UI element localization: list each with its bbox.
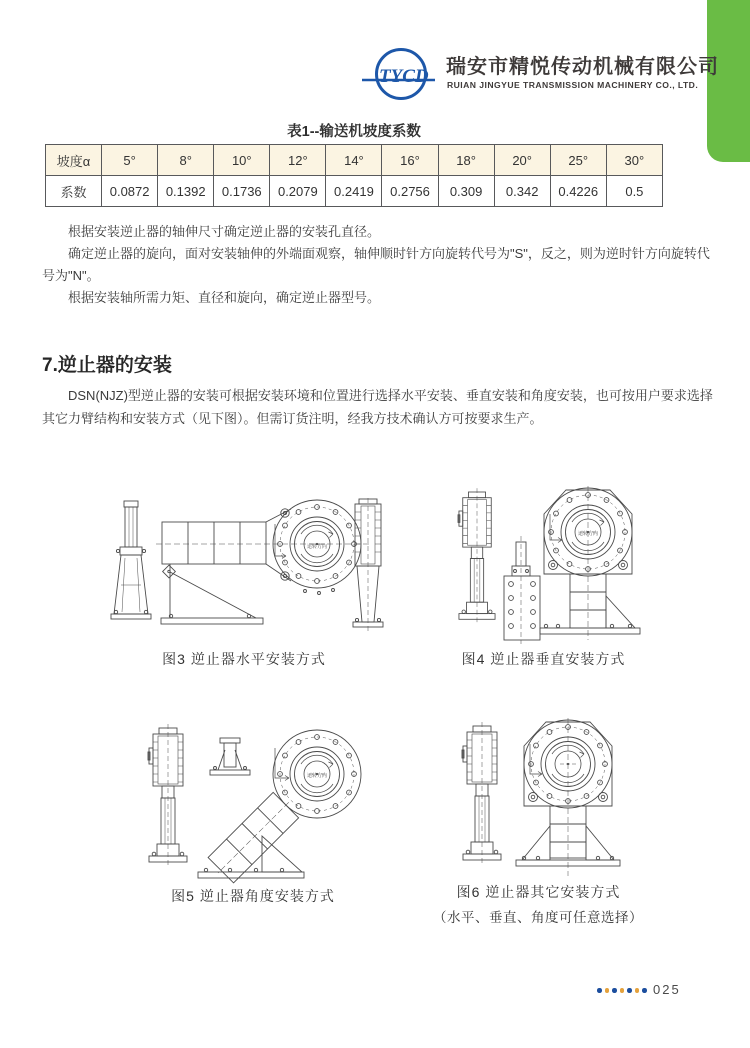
page-number: 025	[653, 982, 681, 997]
note-paragraph-1: 根据安装逆止器的轴伸尺寸确定逆止器的安装孔直径。	[68, 224, 381, 239]
figure5-technical-drawing	[112, 722, 394, 884]
slope-cell: 30°	[606, 145, 662, 176]
section-body: DSN(NJZ)型逆止器的安装可根据安装环境和位置进行选择水平安装、垂直安装和角度安装，也可按用户要求选择其它力臂结构和安装方式（见下图）。但需订货注明，经我方技术确认方可按要求生产。	[42, 388, 713, 426]
footer-dot	[612, 988, 617, 993]
table-title: 表1--输送机坡度系数	[287, 124, 421, 140]
selection-notes	[42, 221, 714, 309]
note-paragraph-3: 根据安装轴所需力矩、直径和旋向，确定逆止器型号。	[68, 290, 381, 305]
figure5-caption: 图5 逆止器角度安装方式	[171, 888, 335, 904]
section-heading: 7.逆止器的安装	[42, 355, 172, 376]
row-label-coefficient: 系数	[46, 176, 102, 207]
rotation-direction-label: 运转方向	[306, 773, 328, 779]
footer-dot	[642, 988, 647, 993]
slope-cell: 25°	[550, 145, 606, 176]
coefficient-cell: 0.0872	[102, 176, 158, 207]
backstop-side-view	[148, 724, 187, 868]
backstop-side-view	[458, 488, 495, 625]
slope-cell: 20°	[494, 145, 550, 176]
slope-cell: 12°	[270, 145, 326, 176]
footer-dots	[597, 988, 647, 993]
company-logo	[362, 45, 440, 105]
slope-coefficient-table	[45, 144, 663, 207]
coefficient-cell: 0.1736	[214, 176, 270, 207]
figure6-caption: 图6 逆止器其它安装方式	[456, 884, 621, 900]
footer-dot	[635, 988, 640, 993]
backstop-side-view	[462, 722, 501, 866]
footer-dot	[627, 988, 632, 993]
company-name-en: RUIAN JINGYUE TRANSMISSION MACHINERY CO., LTD.	[447, 80, 699, 90]
logo-text: TYCD	[379, 66, 429, 87]
row-label-slope: 坡度α	[46, 145, 102, 176]
rotation-direction-label: 运转方向	[306, 544, 328, 550]
slope-cell: 10°	[214, 145, 270, 176]
slope-cell: 8°	[158, 145, 214, 176]
coefficient-cell: 0.1392	[158, 176, 214, 207]
slope-cell: 16°	[382, 145, 438, 176]
figure3-technical-drawing	[98, 486, 390, 646]
coefficient-cell: 0.2756	[382, 176, 438, 207]
figure6-technical-drawing	[446, 716, 631, 884]
slope-cell: 14°	[326, 145, 382, 176]
footer-dot	[597, 988, 602, 993]
table-row-slope	[46, 145, 663, 176]
figure4-caption: 图4 逆止器垂直安装方式	[461, 651, 626, 667]
rotation-direction-label: 运转方向	[577, 531, 599, 537]
slope-cell: 5°	[102, 145, 158, 176]
footer-dot	[605, 988, 610, 993]
figure3-caption: 图3 逆止器水平安装方式	[162, 651, 326, 667]
slope-cell: 18°	[438, 145, 494, 176]
coefficient-cell: 0.342	[494, 176, 550, 207]
figure4-technical-drawing	[446, 486, 641, 646]
coefficient-cell: 0.2079	[270, 176, 326, 207]
coefficient-cell: 0.309	[438, 176, 494, 207]
page-corner-accent	[707, 0, 750, 162]
table-row-coefficient	[46, 176, 663, 207]
coefficient-cell: 0.5	[606, 176, 662, 207]
coefficient-cell: 0.4226	[550, 176, 606, 207]
company-name-cn: 瑞安市精悦传动机械有限公司	[446, 56, 719, 78]
coefficient-cell: 0.2419	[326, 176, 382, 207]
note-paragraph-2: 确定逆止器的旋向，面对安装轴伸的外端面观察，轴伸顺时针方向旋转代号为"S"，反之，则为逆时针方向旋转代号为"N"。	[42, 246, 710, 283]
figure6-caption-note: （水平、垂直、角度可任意选择）	[433, 910, 643, 925]
footer-dot	[620, 988, 625, 993]
